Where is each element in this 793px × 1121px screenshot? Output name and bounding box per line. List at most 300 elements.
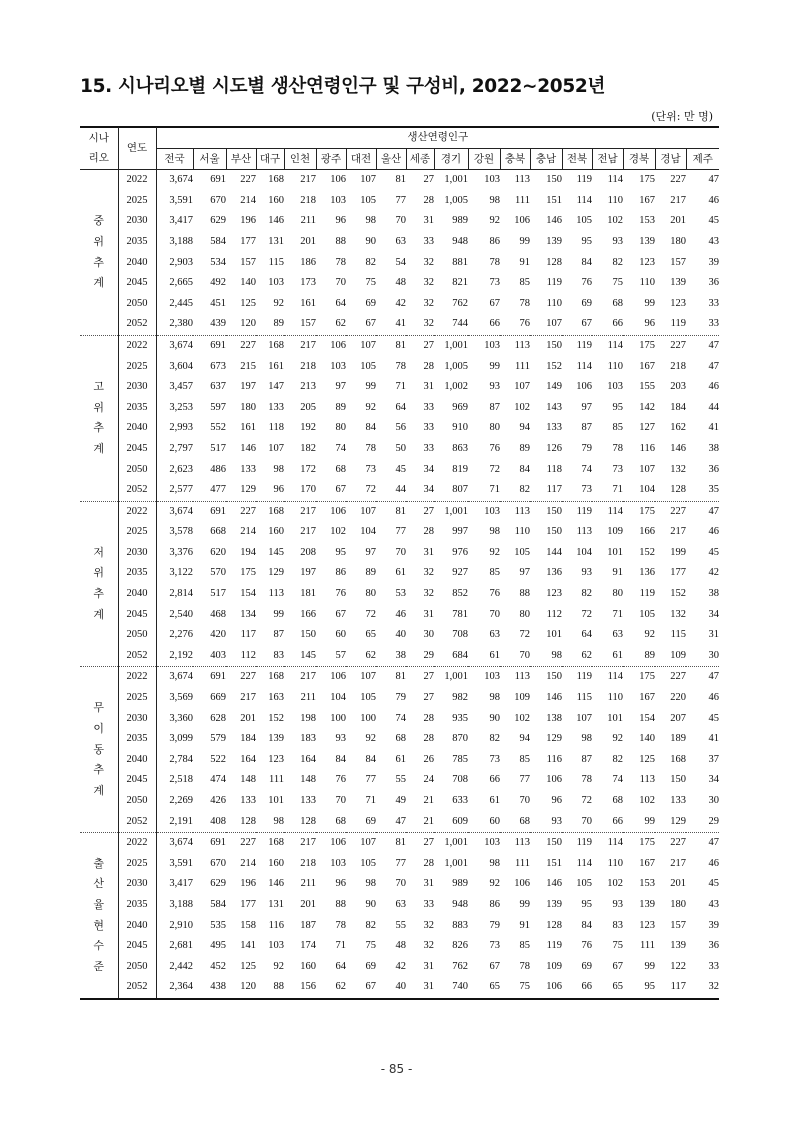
value-cell: 157 [670, 919, 686, 931]
value-cell: 32 [423, 256, 434, 268]
value-cell: 70 [519, 795, 530, 806]
value-cell: 72 [581, 795, 592, 806]
value-cell: 91 [519, 256, 530, 268]
value-cell: 948 [452, 898, 468, 910]
value-cell: 78 [365, 442, 376, 454]
value-cell: 2,445 [169, 297, 193, 309]
value-cell: 146 [268, 215, 284, 227]
table-row [80, 854, 719, 875]
value-cell: 203 [670, 381, 686, 393]
value-cell: 2,784 [169, 753, 193, 765]
value-cell: 83 [273, 649, 284, 661]
value-cell: 74 [335, 442, 346, 454]
value-cell: 80 [612, 588, 623, 600]
value-cell: 129 [268, 567, 284, 579]
value-cell: 93 [335, 733, 346, 745]
value-cell: 113 [268, 588, 284, 600]
value-cell: 105 [639, 608, 655, 620]
value-cell: 103 [330, 857, 346, 869]
value-cell: 53 [395, 588, 406, 600]
value-cell: 106 [316, 501, 346, 522]
value-cell: 670 [210, 857, 226, 869]
value-cell: 132 [670, 608, 686, 620]
value-cell: 81 [395, 174, 406, 186]
value-cell: 70 [395, 546, 406, 558]
value-cell: 93 [612, 235, 623, 247]
year-cell: 2030 [118, 709, 156, 730]
value-cell: 192 [300, 422, 316, 434]
value-cell: 119 [546, 940, 562, 952]
value-cell: 217 [284, 833, 316, 854]
table-row [80, 377, 719, 398]
table-row [80, 501, 719, 522]
value-cell: 114 [592, 335, 623, 356]
value-cell: 69 [365, 297, 376, 309]
value-cell: 84 [519, 463, 530, 475]
value-cell: 167 [639, 194, 655, 206]
value-cell: 184 [240, 733, 256, 745]
value-cell: 106 [546, 981, 562, 993]
table-row [80, 874, 719, 895]
value-cell: 78 [519, 960, 530, 972]
value-cell: 63 [395, 235, 406, 247]
value-cell: 70 [581, 815, 592, 827]
value-cell: 28 [423, 360, 434, 372]
value-cell: 97 [519, 567, 530, 579]
year-cell: 2035 [118, 895, 156, 916]
value-cell: 181 [300, 588, 316, 600]
table-row [80, 584, 719, 605]
value-cell: 95 [581, 898, 592, 910]
value-cell: 119 [670, 318, 686, 330]
value-cell: 673 [210, 360, 226, 372]
table-row [80, 273, 719, 294]
value-cell: 102 [330, 526, 346, 538]
value-cell: 152 [268, 712, 284, 724]
value-cell: 99 [365, 381, 376, 393]
value-cell: 31 [423, 878, 434, 890]
value-cell: 56 [395, 422, 406, 434]
value-cell: 3,604 [169, 360, 193, 372]
value-cell: 214 [240, 194, 256, 206]
value-cell: 107 [360, 174, 376, 186]
value-cell: 99 [489, 360, 500, 372]
value-cell: 28 [423, 194, 434, 206]
table-row [80, 170, 719, 191]
value-cell: 426 [210, 795, 226, 806]
table-row [80, 770, 719, 791]
value-cell: 670 [210, 194, 226, 206]
value-cell: 64 [335, 297, 346, 309]
value-cell: 92 [365, 733, 376, 745]
value-cell: 201 [300, 235, 316, 247]
value-cell: 76 [335, 774, 346, 786]
year-cell: 2030 [118, 211, 156, 232]
value-cell: 31 [423, 960, 434, 972]
value-cell: 99 [644, 815, 655, 827]
value-cell: 691 [210, 174, 226, 186]
value-cell: 74 [395, 712, 406, 724]
value-cell: 28 [423, 733, 434, 745]
value-cell: 82 [365, 919, 376, 931]
value-cell: 47 [686, 833, 719, 854]
value-cell: 32 [423, 567, 434, 579]
value-cell: 175 [623, 335, 655, 356]
value-cell: 139 [268, 733, 284, 745]
value-cell: 92 [273, 297, 284, 309]
value-cell: 166 [300, 608, 316, 620]
value-cell: 98 [489, 526, 500, 538]
value-cell: 927 [452, 567, 468, 579]
value-cell: 164 [240, 753, 256, 765]
value-cell: 29 [708, 815, 720, 827]
value-cell: 785 [452, 753, 468, 765]
value-cell: 2,380 [169, 318, 193, 330]
value-cell: 3,417 [169, 215, 193, 227]
value-cell: 629 [210, 215, 226, 227]
value-cell: 72 [519, 629, 530, 641]
value-cell: 102 [639, 795, 655, 806]
value-cell: 114 [592, 667, 623, 688]
scenario-name-text: 출 산 율 현 수 준 [93, 856, 105, 973]
value-cell: 87 [581, 753, 592, 765]
column-header: 서울 [193, 148, 226, 170]
value-cell: 168 [268, 174, 284, 186]
value-cell: 64 [335, 960, 346, 972]
value-cell: 80 [489, 422, 500, 434]
value-cell: 98 [551, 649, 562, 661]
value-cell: 78 [612, 442, 623, 454]
value-cell: 100 [360, 712, 376, 724]
value-cell: 64 [395, 401, 406, 413]
value-cell: 3,569 [169, 692, 193, 704]
value-cell: 3,674 [169, 174, 193, 186]
value-cell: 91 [519, 919, 530, 931]
year-cell: 2035 [118, 398, 156, 419]
value-cell: 32 [708, 981, 720, 993]
value-cell: 3,674 [156, 335, 193, 356]
value-cell: 70 [395, 215, 406, 227]
value-cell: 113 [500, 335, 530, 356]
table-row [80, 605, 719, 626]
value-cell: 62 [365, 649, 376, 661]
column-header: 인천 [284, 148, 316, 170]
value-cell: 75 [519, 981, 530, 993]
value-cell: 2,540 [169, 608, 193, 620]
value-cell: 40 [395, 981, 406, 993]
value-cell: 111 [640, 940, 655, 952]
value-cell: 109 [546, 960, 562, 972]
value-cell: 439 [210, 318, 226, 330]
table-body [80, 170, 719, 998]
year-cell: 2025 [118, 854, 156, 875]
value-cell: 99 [273, 608, 284, 620]
value-cell: 133 [268, 401, 284, 413]
value-cell: 132 [670, 463, 686, 475]
value-cell: 77 [519, 774, 530, 786]
value-cell: 67 [612, 960, 623, 972]
year-cell: 2040 [118, 418, 156, 439]
value-cell: 821 [452, 277, 468, 289]
value-cell: 486 [210, 463, 226, 475]
value-cell: 106 [576, 381, 592, 393]
value-cell: 213 [300, 381, 316, 393]
value-cell: 157 [240, 256, 256, 268]
year-cell: 2022 [118, 170, 156, 191]
value-cell: 141 [240, 940, 256, 952]
table-row [80, 791, 719, 812]
scenario-header [80, 127, 118, 170]
value-cell: 92 [489, 878, 500, 890]
value-cell: 150 [546, 174, 562, 186]
value-cell: 39 [708, 256, 720, 268]
page-number: - 85 - [380, 1062, 413, 1076]
value-cell: 86 [489, 898, 500, 910]
value-cell: 116 [546, 753, 562, 765]
year-cell: 2052 [118, 977, 156, 998]
value-cell: 126 [546, 442, 562, 454]
value-cell: 45 [708, 712, 720, 724]
value-cell: 96 [335, 878, 346, 890]
value-cell: 109 [670, 649, 686, 661]
value-cell: 69 [365, 815, 376, 827]
value-cell: 139 [670, 277, 686, 289]
value-cell: 105 [360, 857, 376, 869]
value-cell: 2,681 [169, 940, 193, 952]
value-cell: 85 [612, 422, 623, 434]
value-cell: 44 [708, 401, 720, 413]
value-cell: 155 [639, 381, 655, 393]
value-cell: 183 [300, 733, 316, 745]
value-cell: 82 [612, 753, 623, 765]
value-cell: 150 [530, 335, 562, 356]
table-row [80, 688, 719, 709]
value-cell: 80 [335, 422, 346, 434]
value-cell: 68 [335, 463, 346, 475]
value-cell: 75 [612, 277, 623, 289]
year-cell: 2022 [118, 501, 156, 522]
value-cell: 2,191 [169, 815, 193, 827]
value-cell: 34 [423, 463, 434, 475]
value-cell: 438 [210, 981, 226, 993]
value-cell: 2,192 [169, 649, 193, 661]
value-cell: 177 [670, 567, 686, 579]
value-cell: 128 [670, 484, 686, 496]
value-cell: 73 [489, 940, 500, 952]
value-cell: 95 [335, 546, 346, 558]
value-cell: 976 [452, 546, 468, 558]
value-cell: 149 [546, 381, 562, 393]
value-cell: 146 [268, 878, 284, 890]
value-cell: 199 [670, 546, 686, 558]
value-cell: 157 [670, 256, 686, 268]
value-cell: 107 [346, 335, 376, 356]
value-cell: 2,814 [169, 588, 193, 600]
value-cell: 61 [395, 753, 406, 765]
value-cell: 403 [210, 649, 226, 661]
year-cell: 2035 [118, 232, 156, 253]
value-cell: 69 [581, 960, 592, 972]
value-cell: 93 [489, 381, 500, 393]
value-cell: 46 [708, 381, 720, 393]
value-cell: 128 [546, 256, 562, 268]
value-cell: 146 [546, 215, 562, 227]
value-cell: 82 [489, 733, 500, 745]
table-row [80, 709, 719, 730]
value-cell: 70 [519, 649, 530, 661]
value-cell: 48 [395, 940, 406, 952]
value-cell: 2,903 [169, 256, 193, 268]
value-cell: 3,188 [169, 235, 193, 247]
scenario-name-text: 저 위 추 계 [93, 545, 105, 621]
value-cell: 75 [365, 940, 376, 952]
value-cell: 77 [395, 857, 406, 869]
value-cell: 117 [240, 629, 256, 641]
value-cell: 129 [240, 484, 256, 496]
table-row [80, 936, 719, 957]
value-cell: 691 [193, 335, 226, 356]
value-cell: 63 [489, 629, 500, 641]
value-cell: 26 [423, 753, 434, 765]
value-cell: 74 [612, 774, 623, 786]
table-row [80, 543, 719, 564]
value-cell: 27 [406, 335, 434, 356]
value-cell: 60 [489, 815, 500, 827]
column-header: 경기 [434, 148, 468, 170]
value-cell: 684 [452, 649, 468, 661]
value-cell: 140 [240, 277, 256, 289]
value-cell: 211 [300, 878, 316, 890]
year-cell: 2050 [118, 625, 156, 646]
value-cell: 150 [530, 501, 562, 522]
table-row [80, 895, 719, 916]
value-cell: 43 [708, 235, 720, 247]
value-cell: 420 [210, 629, 226, 641]
value-cell: 111 [515, 194, 530, 206]
value-cell: 89 [365, 567, 376, 579]
value-cell: 72 [581, 608, 592, 620]
value-cell: 106 [316, 335, 346, 356]
value-cell: 75 [365, 277, 376, 289]
value-cell: 2,623 [169, 463, 193, 475]
value-cell: 21 [423, 795, 434, 806]
value-cell: 3,188 [169, 898, 193, 910]
year-cell: 2040 [118, 584, 156, 605]
year-cell: 2050 [118, 294, 156, 315]
value-cell: 116 [639, 442, 655, 454]
value-cell: 85 [519, 753, 530, 765]
value-cell: 148 [300, 774, 316, 786]
value-cell: 107 [514, 381, 530, 393]
value-cell: 24 [423, 774, 434, 786]
value-cell: 70 [489, 608, 500, 620]
value-cell: 125 [240, 960, 256, 972]
value-cell: 1,001 [444, 857, 468, 869]
value-cell: 3,674 [156, 833, 193, 854]
value-cell: 177 [240, 898, 256, 910]
value-cell: 107 [346, 667, 376, 688]
value-cell: 227 [226, 501, 256, 522]
value-cell: 36 [708, 277, 720, 289]
table-row [80, 418, 719, 439]
table-row [80, 439, 719, 460]
value-cell: 35 [708, 484, 720, 496]
value-cell: 214 [240, 526, 256, 538]
value-cell: 119 [639, 588, 655, 600]
column-header: 대구 [256, 148, 284, 170]
value-cell: 109 [514, 692, 530, 704]
value-cell: 84 [335, 753, 346, 765]
value-cell: 31 [423, 981, 434, 993]
value-cell: 217 [284, 335, 316, 356]
value-cell: 111 [515, 857, 530, 869]
value-cell: 708 [452, 629, 468, 641]
value-cell: 115 [670, 629, 686, 641]
table-row [80, 957, 719, 978]
value-cell: 76 [489, 442, 500, 454]
value-cell: 201 [670, 215, 686, 227]
value-cell: 3,578 [169, 526, 193, 538]
value-cell: 147 [268, 381, 284, 393]
value-cell: 1,005 [444, 194, 468, 206]
value-cell: 74 [581, 463, 592, 475]
value-cell: 3,122 [169, 567, 193, 579]
value-cell: 71 [612, 484, 623, 496]
value-cell: 133 [240, 795, 256, 806]
value-cell: 3,099 [169, 733, 193, 745]
value-cell: 215 [240, 360, 256, 372]
value-cell: 60 [335, 629, 346, 641]
value-cell: 96 [273, 484, 284, 496]
value-cell: 42 [708, 567, 720, 579]
value-cell: 128 [240, 815, 256, 827]
value-cell: 218 [300, 194, 316, 206]
value-cell: 27 [423, 692, 434, 704]
table-row [80, 314, 719, 335]
value-cell: 54 [395, 256, 406, 268]
value-cell: 31 [423, 546, 434, 558]
value-cell: 103 [268, 277, 284, 289]
value-cell: 65 [489, 981, 500, 993]
value-cell: 168 [256, 833, 284, 854]
value-cell: 107 [346, 501, 376, 522]
value-cell: 740 [452, 981, 468, 993]
year-cell: 2022 [118, 335, 156, 356]
year-cell: 2030 [118, 874, 156, 895]
value-cell: 170 [300, 484, 316, 496]
value-cell: 98 [365, 215, 376, 227]
table-row [80, 398, 719, 419]
value-cell: 117 [670, 981, 686, 993]
value-cell: 105 [576, 215, 592, 227]
value-cell: 38 [708, 442, 720, 454]
year-cell: 2022 [118, 667, 156, 688]
value-cell: 77 [395, 526, 406, 538]
value-cell: 80 [365, 588, 376, 600]
value-cell: 64 [581, 629, 592, 641]
value-cell: 174 [300, 940, 316, 952]
value-cell: 106 [316, 833, 346, 854]
value-cell: 138 [546, 712, 562, 724]
value-cell: 38 [395, 649, 406, 661]
value-cell: 103 [484, 174, 500, 186]
value-cell: 196 [240, 215, 256, 227]
value-cell: 105 [360, 692, 376, 704]
value-cell: 68 [335, 815, 346, 827]
value-cell: 535 [210, 919, 226, 931]
value-cell: 153 [639, 878, 655, 890]
value-cell: 46 [395, 608, 406, 620]
